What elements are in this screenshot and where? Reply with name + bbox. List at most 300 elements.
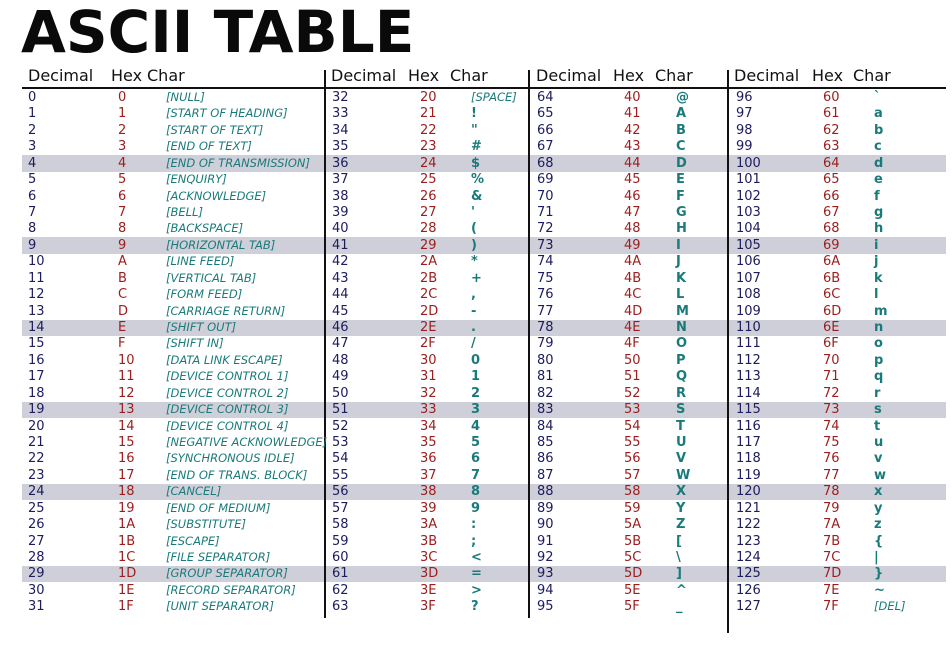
hex-cell: 60 [823, 90, 840, 105]
hex-cell: 55 [624, 435, 641, 451]
hex-cell: 6F [823, 336, 839, 352]
hex-cell: 7B [823, 533, 841, 549]
decimal-cell: 32 [332, 90, 349, 105]
hex-cell: 24 [420, 155, 437, 171]
hex-cell: 29 [420, 237, 437, 253]
decimal-cell: 87 [537, 467, 554, 483]
decimal-cell: 113 [736, 369, 761, 385]
decimal-cell: 119 [736, 467, 761, 483]
char-cell: o [874, 336, 883, 352]
decimal-cell: 37 [332, 172, 349, 188]
hex-cell: 47 [624, 205, 641, 220]
decimal-cell: 33 [332, 106, 349, 122]
decimal-cell: 0 [28, 90, 37, 105]
hex-cell: 57 [624, 467, 641, 483]
hex-cell: 49 [624, 237, 641, 253]
hex-cell: 1C [118, 550, 136, 566]
char-cell: = [471, 566, 482, 582]
header-hex: Hex [812, 66, 844, 85]
char-cell: [ [676, 533, 682, 549]
decimal-cell: 20 [28, 418, 45, 434]
char-cell: [GROUP SEPARATOR] [166, 566, 288, 581]
char-cell: U [676, 435, 687, 451]
hex-cell: 69 [823, 237, 840, 253]
decimal-cell: 121 [736, 500, 761, 516]
highlight-band [22, 155, 946, 171]
hex-cell: 1E [118, 582, 135, 598]
char-cell: [DEVICE CONTROL 3] [166, 402, 289, 417]
decimal-cell: 126 [736, 582, 761, 598]
hex-cell: 62 [823, 122, 840, 138]
hex-cell: 14 [118, 418, 135, 434]
decimal-cell: 77 [537, 303, 554, 319]
decimal-cell: 50 [332, 385, 349, 401]
char-cell: G [676, 205, 687, 220]
hex-cell: 76 [823, 451, 840, 467]
char-cell: / [471, 336, 476, 352]
decimal-cell: 29 [28, 566, 45, 582]
decimal-cell: 38 [332, 188, 349, 204]
char-cell: S [676, 402, 686, 418]
decimal-cell: 63 [332, 599, 349, 615]
char-cell: O [676, 336, 688, 352]
decimal-cell: 60 [332, 550, 349, 566]
hex-cell: 66 [823, 188, 840, 204]
char-cell: { [874, 533, 884, 549]
decimal-cell: 57 [332, 500, 349, 516]
decimal-cell: 111 [736, 336, 761, 352]
decimal-cell: 99 [736, 139, 753, 155]
char-cell: R [676, 385, 687, 401]
hex-cell: 3E [420, 582, 437, 598]
hex-cell: 1D [118, 566, 137, 582]
decimal-cell: 65 [537, 106, 554, 122]
char-cell: Z [676, 517, 686, 533]
char-cell: 7 [471, 467, 481, 483]
hex-cell: 64 [823, 155, 840, 171]
decimal-cell: 54 [332, 451, 349, 467]
hex-cell: 2B [420, 270, 438, 286]
hex-cell: 77 [823, 467, 840, 483]
char-cell: n [874, 320, 884, 336]
char-cell: [LINE FEED] [166, 254, 235, 269]
hex-cell: 1F [118, 599, 134, 615]
header-decimal: Decimal [734, 66, 800, 85]
char-cell: k [874, 270, 883, 286]
decimal-cell: 21 [28, 435, 45, 451]
char-cell: ? [471, 599, 479, 615]
hex-cell: 75 [823, 435, 840, 451]
header-decimal: Decimal [28, 66, 94, 85]
hex-cell: 21 [420, 106, 437, 122]
hex-cell: 3F [420, 599, 436, 615]
hex-cell: 20 [420, 90, 437, 105]
hex-cell: 7A [823, 517, 841, 533]
hex-cell: 13 [118, 402, 135, 418]
char-cell: i [874, 237, 879, 253]
hex-cell: 4D [624, 303, 643, 319]
char-cell: [DEVICE CONTROL 4] [166, 418, 289, 433]
char-cell: [CANCEL] [166, 484, 222, 499]
hex-cell: 73 [823, 402, 840, 418]
decimal-cell: 30 [28, 582, 45, 598]
hex-cell: 68 [823, 221, 840, 237]
decimal-cell: 28 [28, 550, 45, 566]
char-cell: X [676, 484, 687, 500]
decimal-cell: 67 [537, 139, 554, 155]
char-cell: [NULL] [166, 90, 205, 104]
decimal-cell: 127 [736, 599, 761, 615]
decimal-cell: 107 [736, 270, 761, 286]
hex-cell: 59 [624, 500, 641, 516]
char-cell: [END OF MEDIUM] [166, 500, 271, 515]
hex-cell: 33 [420, 402, 437, 418]
hex-cell: 2E [420, 320, 437, 336]
char-cell: [FORM FEED] [166, 287, 243, 302]
char-cell: N [676, 320, 687, 336]
decimal-cell: 8 [28, 221, 37, 237]
decimal-cell: 90 [537, 517, 554, 533]
highlight-band [22, 566, 946, 582]
char-cell: ! [471, 106, 477, 122]
decimal-cell: 42 [332, 254, 349, 270]
char-cell: w [874, 467, 887, 483]
char-cell: [SUBSTITUTE] [166, 517, 247, 532]
char-cell: [BELL] [166, 205, 203, 219]
hex-cell: 48 [624, 221, 641, 237]
decimal-cell: 55 [332, 467, 349, 483]
decimal-cell: 82 [537, 385, 554, 401]
decimal-cell: 69 [537, 172, 554, 188]
hex-cell: 19 [118, 500, 135, 516]
hex-cell: 44 [624, 155, 641, 171]
decimal-cell: 47 [332, 336, 349, 352]
decimal-cell: 49 [332, 369, 349, 385]
char-cell: V [676, 451, 687, 467]
char-cell: x [874, 484, 883, 500]
decimal-cell: 78 [537, 320, 554, 336]
char-cell: [DATA LINK ESCAPE] [166, 352, 283, 367]
char-cell: M [676, 303, 689, 319]
decimal-cell: 101 [736, 172, 761, 188]
char-cell: [END OF TRANS. BLOCK] [166, 467, 308, 482]
hex-cell: 5F [624, 599, 640, 615]
char-cell: $ [471, 155, 481, 171]
decimal-cell: 104 [736, 221, 761, 237]
decimal-cell: 45 [332, 303, 349, 319]
decimal-cell: 71 [537, 205, 554, 220]
hex-cell: 4E [624, 320, 641, 336]
char-cell: Q [676, 369, 688, 385]
header-hex: Hex [408, 66, 440, 85]
hex-cell: 3B [420, 533, 438, 549]
char-cell: I [676, 237, 681, 253]
hex-cell: 61 [823, 106, 840, 122]
decimal-cell: 86 [537, 451, 554, 467]
decimal-cell: 98 [736, 122, 753, 138]
hex-cell: 6E [823, 320, 840, 336]
header-decimal: Decimal [331, 66, 397, 85]
char-cell: E [676, 172, 685, 188]
decimal-cell: 85 [537, 435, 554, 451]
hex-cell: 17 [118, 467, 135, 483]
hex-cell: 3 [118, 139, 127, 155]
decimal-cell: 18 [28, 385, 45, 401]
decimal-cell: 5 [28, 172, 37, 188]
hex-cell: 6D [823, 303, 842, 319]
char-cell: [CARRIAGE RETURN] [166, 303, 286, 318]
decimal-cell: 11 [28, 270, 45, 286]
decimal-cell: 31 [28, 599, 45, 615]
char-cell: _ [676, 599, 683, 615]
hex-cell: 27 [420, 205, 437, 220]
hex-cell: 79 [823, 500, 840, 516]
hex-cell: 46 [624, 188, 641, 204]
char-cell: ; [471, 533, 477, 549]
char-cell: v [874, 451, 883, 467]
char-cell: ` [874, 90, 881, 105]
char-cell: [RECORD SEPARATOR] [166, 582, 296, 597]
hex-cell: A [118, 254, 127, 270]
decimal-cell: 89 [537, 500, 554, 516]
decimal-cell: 109 [736, 303, 761, 319]
decimal-cell: 43 [332, 270, 349, 286]
hex-cell: 1A [118, 517, 136, 533]
char-cell: g [874, 205, 884, 220]
hex-cell: 0 [118, 90, 127, 105]
char-cell: B [676, 122, 686, 138]
char-cell: c [874, 139, 882, 155]
char-cell: [END OF TEXT] [166, 139, 252, 154]
char-cell: # [471, 139, 482, 155]
hex-cell: 18 [118, 484, 135, 500]
decimal-cell: 27 [28, 533, 45, 549]
char-cell: . [471, 320, 476, 336]
decimal-cell: 122 [736, 517, 761, 533]
char-cell: @ [676, 90, 689, 105]
decimal-cell: 41 [332, 237, 349, 253]
char-cell: [FILE SEPARATOR] [166, 550, 271, 565]
char-cell: s [874, 402, 882, 418]
hex-cell: 72 [823, 385, 840, 401]
hex-cell: 7 [118, 205, 127, 220]
char-cell: f [874, 188, 880, 204]
decimal-cell: 56 [332, 484, 349, 500]
hex-cell: 32 [420, 385, 437, 401]
decimal-cell: 59 [332, 533, 349, 549]
hex-cell: 2 [118, 122, 127, 138]
hex-cell: 3A [420, 517, 438, 533]
char-cell: : [471, 517, 477, 533]
char-cell: 5 [471, 435, 481, 451]
decimal-cell: 51 [332, 402, 349, 418]
char-cell: [DEVICE CONTROL 2] [166, 385, 289, 400]
header-decimal: Decimal [536, 66, 602, 85]
decimal-cell: 64 [537, 90, 554, 105]
hex-cell: 78 [823, 484, 840, 500]
decimal-cell: 6 [28, 188, 37, 204]
char-cell: F [676, 188, 685, 204]
hex-cell: 7C [823, 550, 841, 566]
highlight-band [22, 320, 946, 336]
char-cell: < [471, 550, 482, 566]
decimal-cell: 102 [736, 188, 761, 204]
decimal-cell: 58 [332, 517, 349, 533]
hex-cell: 5E [624, 582, 641, 598]
decimal-cell: 16 [28, 352, 45, 368]
hex-cell: 28 [420, 221, 437, 237]
hex-cell: 53 [624, 402, 641, 418]
char-cell: > [471, 582, 482, 598]
decimal-cell: 93 [537, 566, 554, 582]
char-cell: [SHIFT OUT] [166, 320, 237, 335]
hex-cell: 6B [823, 270, 841, 286]
highlight-band [22, 402, 946, 418]
hex-cell: 70 [823, 352, 840, 368]
decimal-cell: 24 [28, 484, 45, 500]
hex-cell: 1 [118, 106, 127, 122]
hex-cell: 36 [420, 451, 437, 467]
hex-cell: 10 [118, 352, 135, 368]
char-cell: - [471, 303, 477, 319]
header-char: Char [450, 66, 488, 85]
decimal-cell: 15 [28, 336, 45, 352]
decimal-cell: 115 [736, 402, 761, 418]
hex-cell: 4 [118, 155, 127, 171]
char-cell: q [874, 369, 884, 385]
char-cell: & [471, 188, 483, 204]
hex-cell: 43 [624, 139, 641, 155]
hex-cell: 42 [624, 122, 641, 138]
hex-cell: 51 [624, 369, 641, 385]
decimal-cell: 62 [332, 582, 349, 598]
char-cell: a [874, 106, 883, 122]
hex-cell: 30 [420, 352, 437, 368]
char-cell: J [676, 254, 681, 270]
hex-cell: 5D [624, 566, 643, 582]
decimal-cell: 52 [332, 418, 349, 434]
char-cell: [VERTICAL TAB] [166, 270, 257, 285]
decimal-cell: 14 [28, 320, 45, 336]
hex-cell: 37 [420, 467, 437, 483]
char-cell: h [874, 221, 884, 237]
hex-cell: F [118, 336, 126, 352]
char-cell: [BACKSPACE] [166, 221, 244, 236]
hex-cell: 56 [624, 451, 641, 467]
char-cell: 8 [471, 484, 481, 500]
hex-cell: 63 [823, 139, 840, 155]
char-cell: ^ [676, 582, 687, 598]
char-cell: W [676, 467, 691, 483]
char-cell: t [874, 418, 881, 434]
decimal-cell: 10 [28, 254, 45, 270]
hex-cell: 31 [420, 369, 437, 385]
decimal-cell: 17 [28, 369, 45, 385]
header-char: Char [655, 66, 693, 85]
hex-cell: 67 [823, 205, 840, 220]
char-cell: [HORIZONTAL TAB] [166, 237, 276, 252]
decimal-cell: 46 [332, 320, 349, 336]
char-cell: \ [676, 550, 681, 566]
decimal-cell: 66 [537, 122, 554, 138]
char-cell: [START OF TEXT] [166, 122, 264, 137]
decimal-cell: 73 [537, 237, 554, 253]
char-cell: 9 [471, 500, 481, 516]
decimal-cell: 48 [332, 352, 349, 368]
decimal-cell: 83 [537, 402, 554, 418]
decimal-cell: 19 [28, 402, 45, 418]
decimal-cell: 100 [736, 155, 761, 171]
char-cell: , [471, 287, 476, 303]
decimal-cell: 61 [332, 566, 349, 582]
char-cell: ] [676, 566, 682, 582]
decimal-cell: 103 [736, 205, 761, 220]
page-title: ASCII TABLE [21, 0, 415, 66]
char-cell: [ACKNOWLEDGE] [166, 188, 267, 203]
char-cell: | [874, 550, 879, 566]
decimal-cell: 12 [28, 287, 45, 303]
char-cell: [SYNCHRONOUS IDLE] [166, 451, 295, 466]
hex-cell: 6C [823, 287, 841, 303]
char-cell: e [874, 172, 883, 188]
decimal-cell: 75 [537, 270, 554, 286]
char-cell: % [471, 172, 485, 188]
decimal-cell: 105 [736, 237, 761, 253]
decimal-cell: 68 [537, 155, 554, 171]
decimal-cell: 44 [332, 287, 349, 303]
decimal-cell: 9 [28, 237, 37, 253]
hex-cell: 71 [823, 369, 840, 385]
decimal-cell: 72 [537, 221, 554, 237]
hex-cell: 25 [420, 172, 437, 188]
hex-cell: C [118, 287, 128, 303]
hex-cell: 40 [624, 90, 641, 105]
decimal-cell: 88 [537, 484, 554, 500]
decimal-cell: 7 [28, 205, 37, 220]
column-divider-1 [324, 70, 326, 618]
hex-cell: 8 [118, 221, 127, 237]
char-cell: [DEVICE CONTROL 1] [166, 369, 289, 384]
char-cell: d [874, 155, 884, 171]
hex-cell: 45 [624, 172, 641, 188]
hex-cell: D [118, 303, 129, 319]
hex-cell: 41 [624, 106, 641, 122]
char-cell: l [874, 287, 879, 303]
decimal-cell: 95 [537, 599, 554, 615]
char-cell: * [471, 254, 478, 270]
decimal-cell: 36 [332, 155, 349, 171]
hex-cell: 58 [624, 484, 641, 500]
hex-cell: 12 [118, 385, 135, 401]
hex-cell: 35 [420, 435, 437, 451]
header-char: Char [147, 66, 185, 85]
column-divider-2 [528, 70, 530, 618]
hex-cell: 4A [624, 254, 642, 270]
hex-cell: 38 [420, 484, 437, 500]
decimal-cell: 116 [736, 418, 761, 434]
decimal-cell: 110 [736, 320, 761, 336]
highlight-band [22, 237, 946, 253]
hex-cell: 9 [118, 237, 127, 253]
hex-cell: 5A [624, 517, 642, 533]
hex-cell: 7D [823, 566, 842, 582]
hex-cell: 4F [624, 336, 640, 352]
char-cell: [DEL] [874, 599, 906, 614]
decimal-cell: 4 [28, 155, 37, 171]
decimal-cell: 92 [537, 550, 554, 566]
hex-cell: 7E [823, 582, 840, 598]
char-cell: " [471, 122, 478, 138]
